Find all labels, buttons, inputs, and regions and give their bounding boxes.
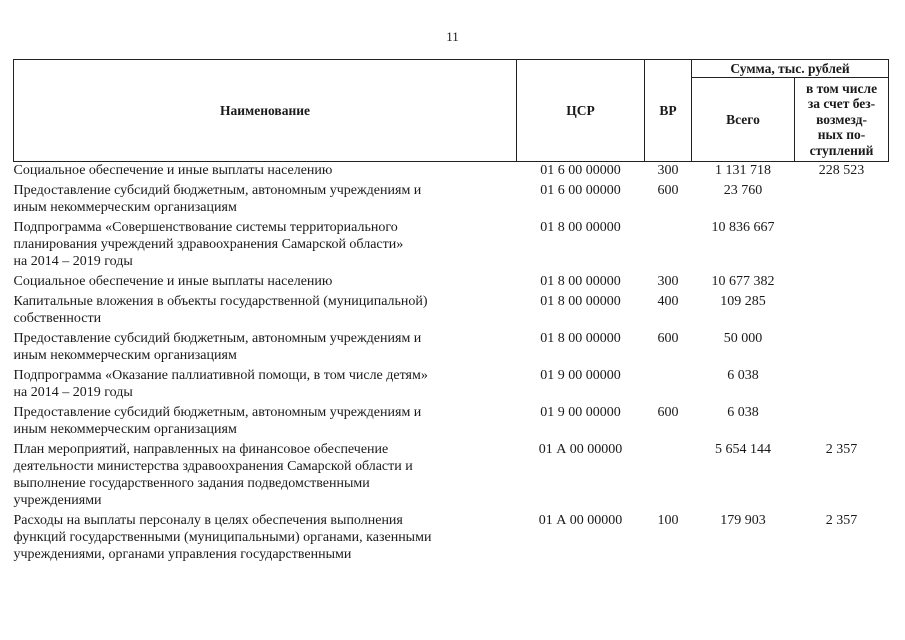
table-row (14, 441, 889, 512)
row-csr: 01 9 00 00000 (540, 368, 621, 383)
row-free: 228 523 (818, 163, 865, 178)
row-total: 10 677 382 (711, 274, 775, 289)
header-free-line: возмезд- (816, 111, 867, 127)
row-free (795, 182, 889, 219)
row-name (14, 404, 517, 441)
row-name (14, 162, 517, 183)
row-name (14, 441, 517, 512)
row-free (795, 219, 889, 273)
row-free (795, 367, 889, 404)
table-row (14, 293, 889, 330)
row-name-line: выполнение государственного задания подведомственными (13, 476, 370, 491)
row-free (795, 330, 889, 367)
row-vr: 600 (657, 183, 679, 198)
row-name-line: на 2014 – 2019 годы (13, 254, 133, 269)
table-row (14, 219, 889, 273)
header-free-line: за счет без- (807, 96, 876, 112)
row-vr (645, 441, 692, 512)
row-vr (645, 219, 692, 273)
table-row (14, 404, 889, 441)
row-name-line: иным некоммерческим организациям (13, 200, 237, 215)
row-name-line: учреждениями (13, 493, 102, 508)
row-total: 50 000 (723, 331, 763, 346)
row-name-line: планирования учреждений здравоохранения Самарской области» (13, 237, 404, 252)
row-csr: 01 8 00 00000 (540, 220, 621, 235)
table-body (14, 162, 889, 567)
row-name-line: на 2014 – 2019 годы (13, 385, 133, 400)
row-name-line: Социальное обеспечение и иные выплаты населению (13, 274, 333, 289)
header-vr: ВР (645, 60, 692, 162)
header-total: Всего (692, 78, 795, 162)
row-name-line: собственности (13, 311, 102, 326)
row-total: 5 654 144 (715, 442, 771, 457)
row-free: 2 357 (825, 513, 858, 528)
header-gratuitous-receipts (795, 78, 889, 162)
row-name-line: Предоставление субсидий бюджетным, автономным учреждениям и (13, 405, 422, 420)
row-name (14, 367, 517, 404)
row-csr: 01 6 00 00000 (540, 183, 621, 198)
row-name (14, 182, 517, 219)
row-vr: 300 (657, 163, 679, 178)
row-vr: 600 (657, 331, 679, 346)
row-name (14, 512, 517, 566)
row-name-line: Подпрограмма «Оказание паллиативной помощи, в том числе детям» (13, 368, 428, 383)
row-name-line: Подпрограмма «Совершенствование системы территориального (13, 220, 398, 235)
header-free-line: в том числе (805, 80, 878, 96)
row-vr (645, 367, 692, 404)
row-vr: 600 (657, 405, 679, 420)
header-name: Наименование (14, 60, 517, 162)
row-csr: 01 6 00 00000 (540, 163, 621, 178)
row-total: 6 038 (727, 368, 759, 383)
row-name-line: Предоставление субсидий бюджетным, автономным учреждениям и (13, 183, 422, 198)
row-free (795, 293, 889, 330)
budget-table (13, 59, 889, 566)
row-vr: 400 (657, 294, 679, 309)
header-csr: ЦСР (517, 60, 645, 162)
page-number: 11 (446, 29, 459, 44)
row-csr: 01 9 00 00000 (540, 405, 621, 420)
row-total: 10 836 667 (711, 220, 775, 235)
row-name (14, 219, 517, 273)
row-csr: 01 8 00 00000 (540, 294, 621, 309)
row-name (14, 293, 517, 330)
row-vr: 300 (657, 274, 679, 289)
row-name-line: Предоставление субсидий бюджетным, автономным учреждениям и (13, 331, 422, 346)
row-name-line: Социальное обеспечение и иные выплаты населению (13, 163, 333, 178)
row-total: 1 131 718 (715, 163, 771, 178)
row-name-line: Капитальные вложения в объекты государственной (муниципальной) (13, 294, 428, 309)
table-row (14, 330, 889, 367)
table-row (14, 162, 889, 183)
table-row (14, 182, 889, 219)
row-total: 6 038 (727, 405, 759, 420)
row-name (14, 273, 517, 293)
header-sum-group: Сумма, тыс. рублей (692, 60, 889, 78)
row-vr: 100 (657, 513, 679, 528)
row-name-line: функций государственными (муниципальными) органами, казенными (13, 530, 432, 545)
row-free (795, 404, 889, 441)
row-total: 23 760 (723, 183, 763, 198)
row-name-line: Расходы на выплаты персоналу в целях обеспечения выполнения (13, 513, 403, 528)
row-csr: 01 8 00 00000 (540, 274, 621, 289)
row-name-line: План мероприятий, направленных на финансовое обеспечение (13, 442, 389, 457)
row-total: 109 285 (720, 294, 766, 309)
header-free-line: ступлений (809, 142, 874, 158)
row-total: 179 903 (720, 513, 766, 528)
row-free (795, 273, 889, 293)
row-csr: 01 А 00 00000 (538, 513, 623, 528)
row-name-line: деятельности министерства здравоохранения Самарской области и (13, 459, 413, 474)
table-row (14, 367, 889, 404)
row-name-line: учреждениями, органами управления государственными (13, 547, 352, 562)
row-csr: 01 А 00 00000 (538, 442, 623, 457)
header-free-line: ных по- (817, 127, 866, 143)
row-name-line: иным некоммерческим организациям (13, 422, 237, 437)
table-header (14, 60, 889, 162)
row-free: 2 357 (825, 442, 858, 457)
row-csr: 01 8 00 00000 (540, 331, 621, 346)
row-name-line: иным некоммерческим организациям (13, 348, 237, 363)
row-name (14, 330, 517, 367)
table-row (14, 273, 889, 293)
table-row (14, 512, 889, 566)
